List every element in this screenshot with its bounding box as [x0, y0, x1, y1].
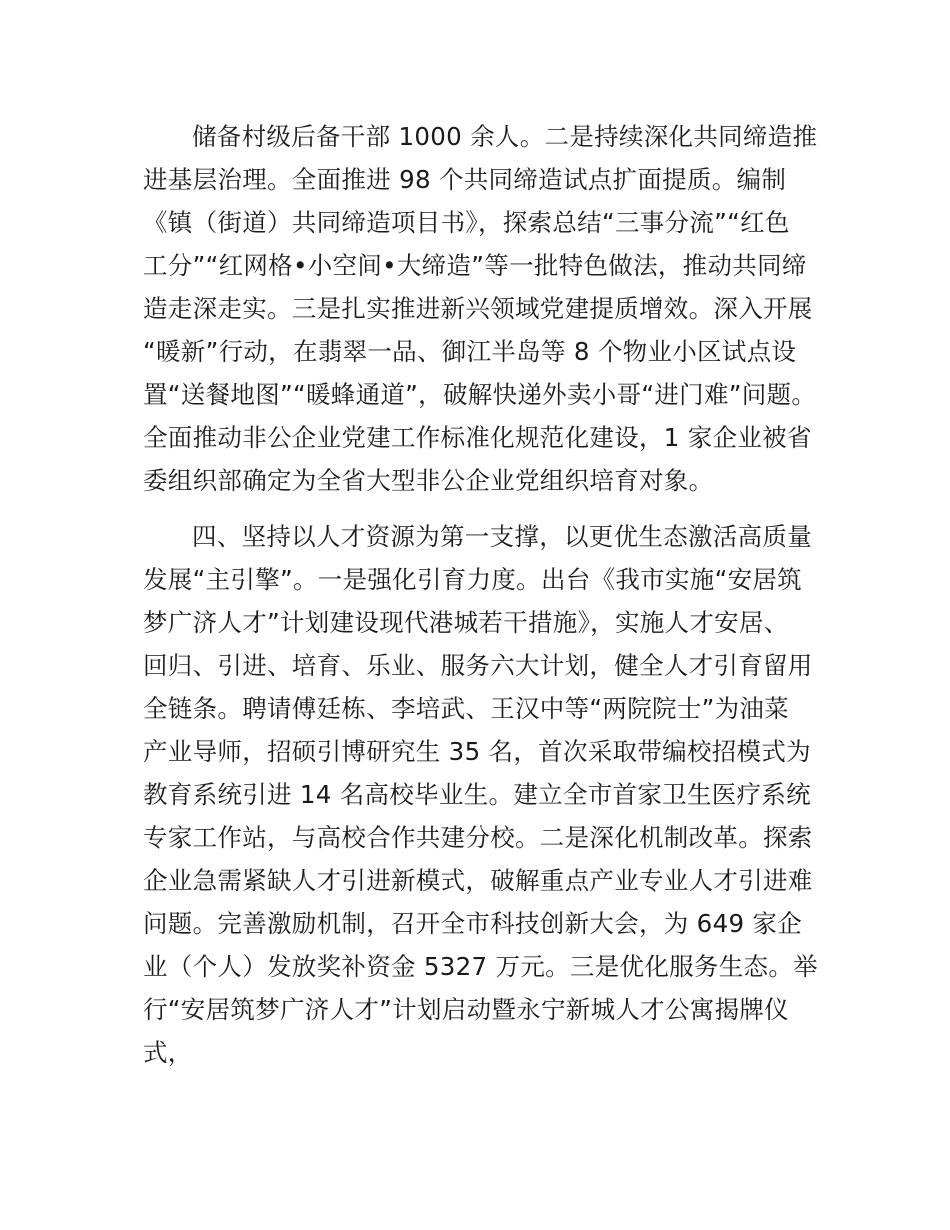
paragraph-2-line: 式， [143, 1038, 193, 1067]
paragraph-2-line: 回归、引进、培育、乐业、服务六大计划，健全人才引育留用 [143, 651, 813, 680]
paragraph-2-line: 企业急需紧缺人才引进新模式，破解重点产业专业人才引进难 [143, 866, 813, 895]
paragraph-2-line: 全链条。聘请傅廷栋、李培武、王汉中等“两院院士”为油菜 [143, 694, 789, 723]
paragraph-2-line: 产业导师，招硕引博研究生 35 名，首次采取带编校招模式为 [143, 737, 811, 766]
paragraph-1-line: 工分”“红网格•小空间•大缔造”等一批特色做法，推动共同缔 [143, 251, 807, 280]
paragraph-2-line: 专家工作站，与高校合作共建分校。二是深化机制改革。探索 [143, 823, 813, 852]
paragraph-1-line: 《镇（街道）共同缔造项目书》，探索总结“三事分流”“红色 [143, 208, 790, 237]
paragraph-1-line: 进基层治理。全面推进 98 个共同缔造试点扩面提质。编制 [143, 165, 787, 194]
paragraph-1-line: 造走深走实。三是扎实推进新兴领域党建提质增效。深入开展 [143, 294, 813, 323]
paragraph-1-line: 置“送餐地图”“暖蜂通道”，破解快递外卖小哥“进门难”问题。 [143, 380, 817, 409]
paragraph-1-line: “暖新”行动，在翡翠一品、御江半岛等 8 个物业小区试点设 [143, 337, 797, 366]
paragraph-1-line: 委组织部确定为全省大型非公企业党组织培育对象。 [143, 466, 714, 495]
paragraph-1-line: 全面推动非公企业党建工作标准化规范化建设，1 家企业被省 [143, 423, 812, 452]
paragraph-2-line: 四、坚持以人才资源为第一支撑，以更优生态激活高质量 [192, 522, 812, 551]
paragraph-2-line: 问题。完善激励机制，召开全市科技创新大会，为 649 家企 [143, 909, 803, 938]
paragraph-2-line: 行“安居筑梦广济人才”计划启动暨永宁新城人才公寓揭牌仪 [143, 995, 789, 1024]
paragraph-1-line: 储备村级后备干部 1000 余人。二是持续深化共同缔造推 [192, 122, 818, 151]
paragraph-2-line: 业（个人）发放奖补资金 5327 万元。三是优化服务生态。举 [143, 952, 818, 981]
paragraph-2-line: 教育系统引进 14 名高校毕业生。建立全市首家卫生医疗系统 [143, 780, 811, 809]
paragraph-2-line: 梦广济人才”计划建设现代港城若干措施》，实施人才安居、 [143, 608, 789, 637]
paragraph-2-line: 发展“主引擎”。一是强化引育力度。出台《我市实施“安居筑 [143, 565, 802, 594]
